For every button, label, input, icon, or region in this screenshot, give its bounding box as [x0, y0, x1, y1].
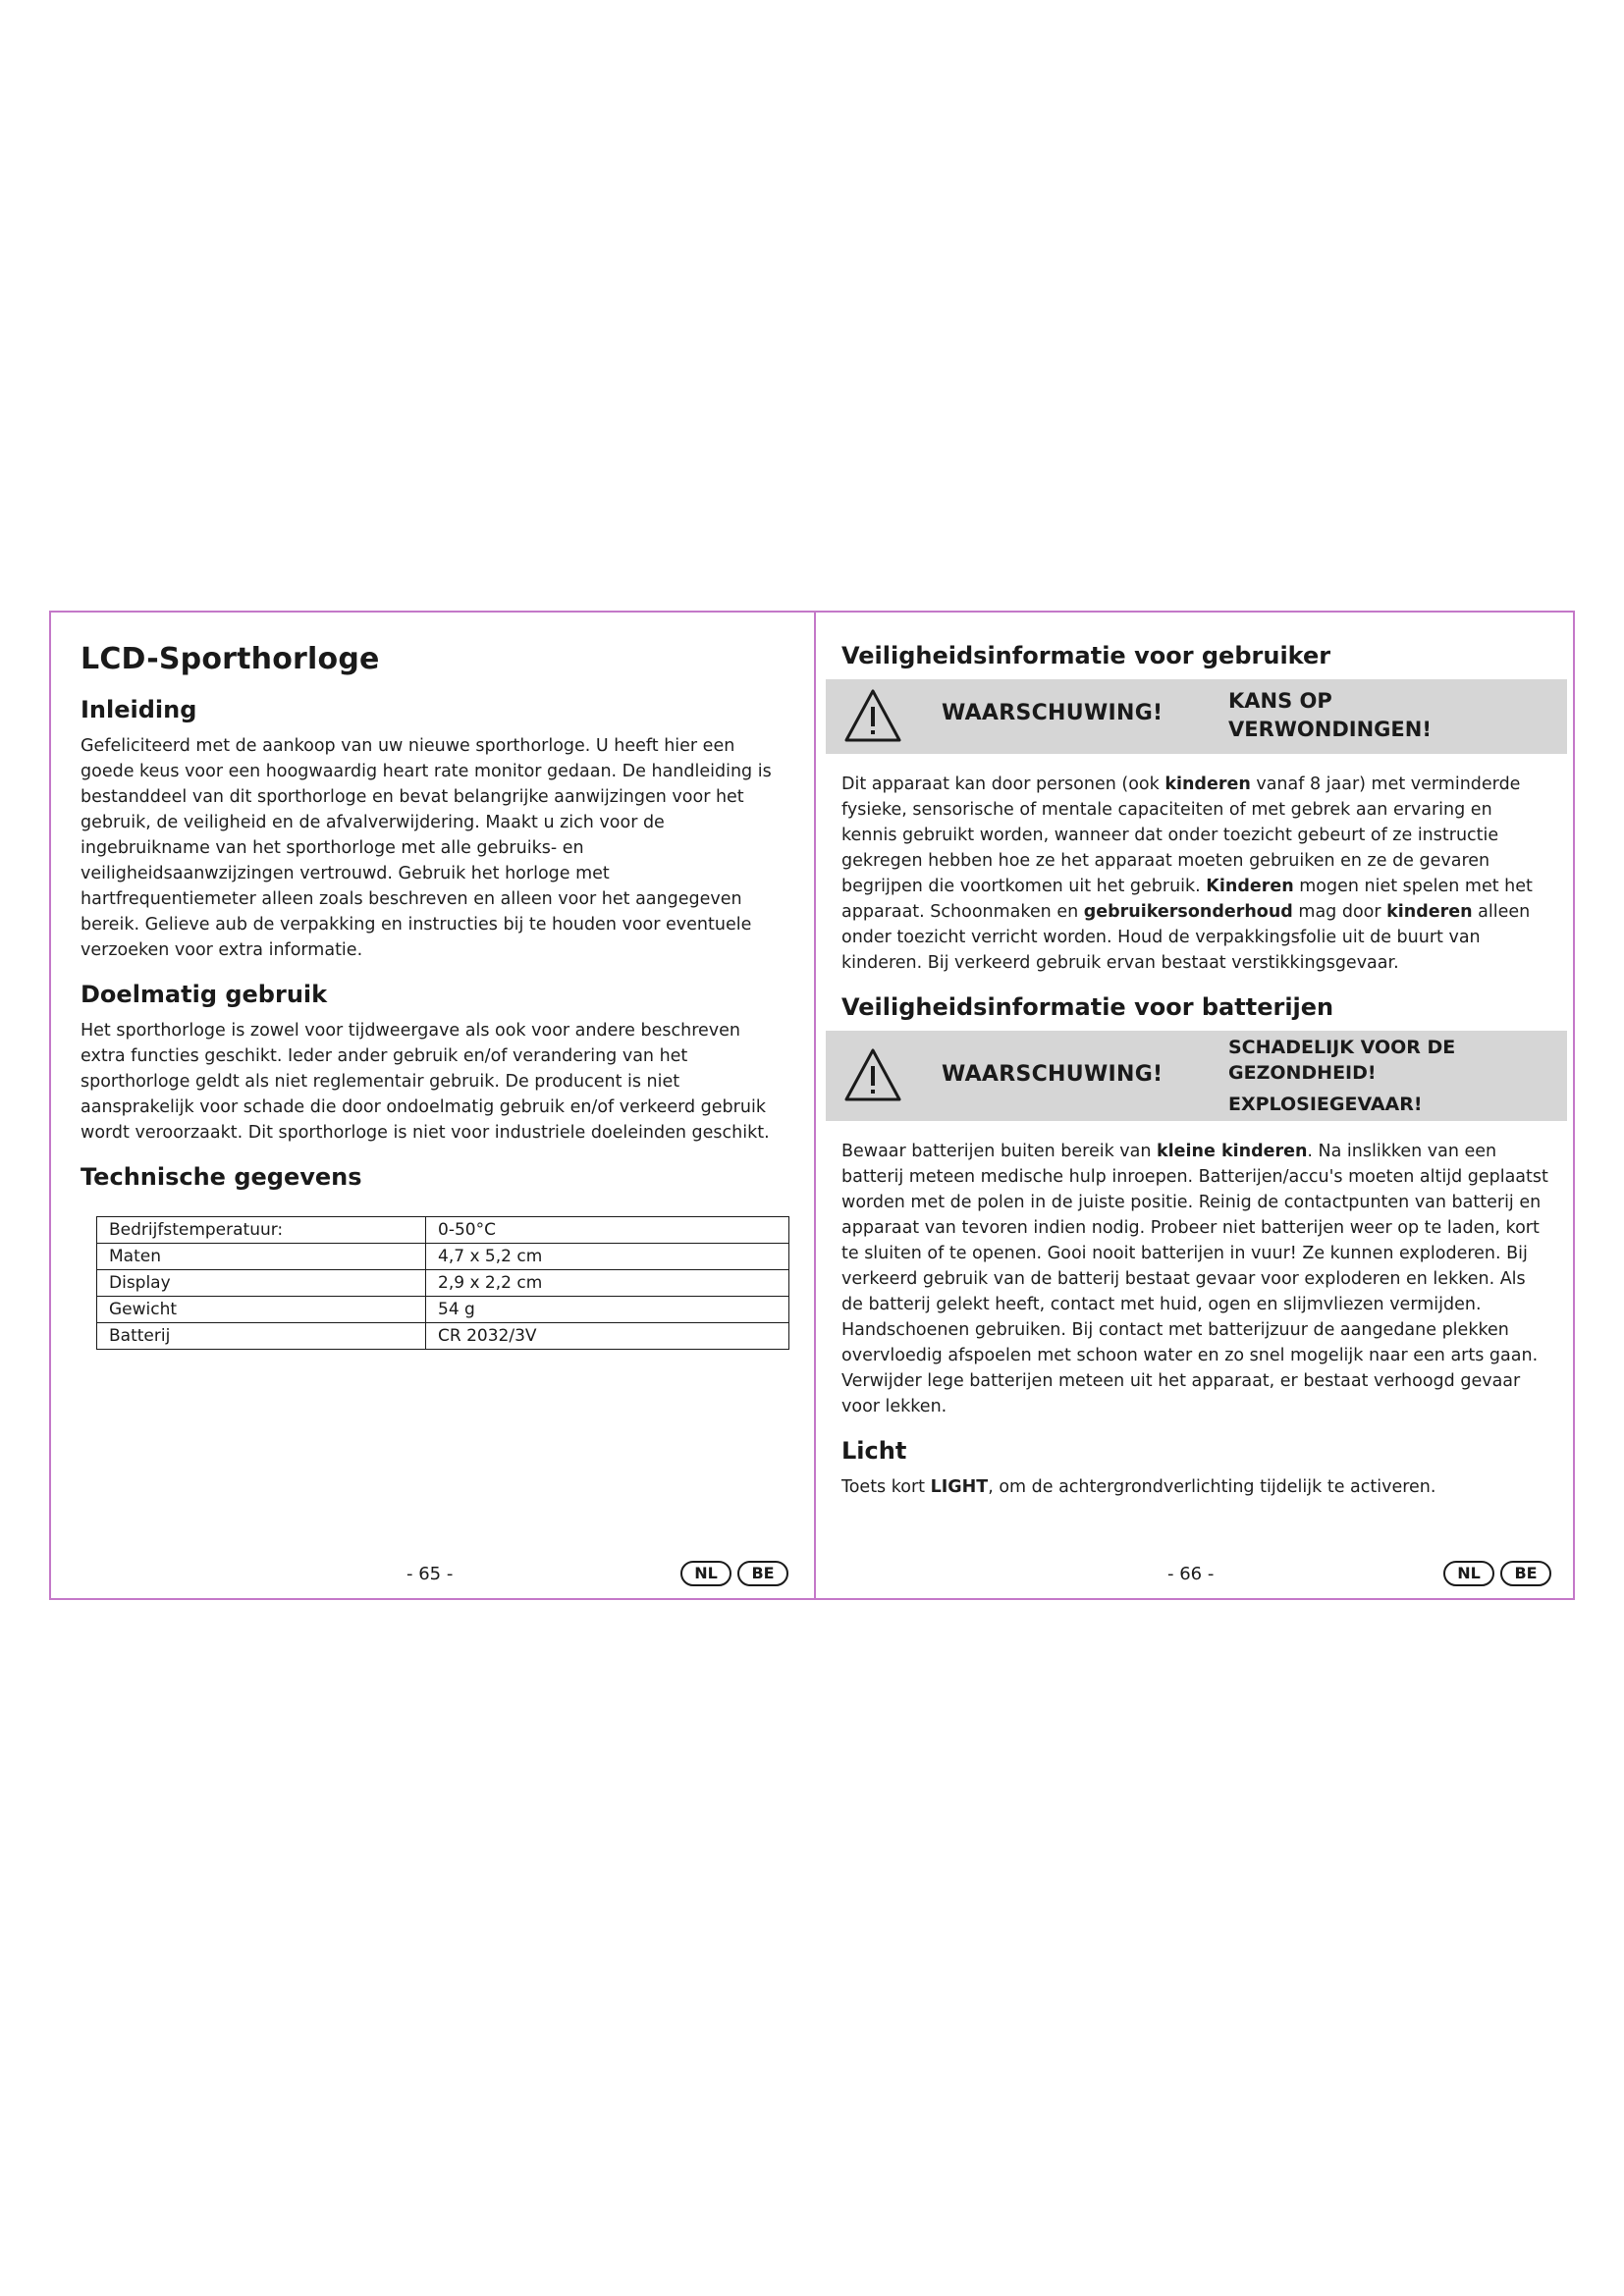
text-run: vanaf 8 jaar) met verminderde fysieke, sensorische of mentale capaciteiten of met gebrek aan ervaring en kennis gebruikt worden, wanneer dat onder toezicht gebeurt of ze instructie gekregen hebben hoe ze het apparaat moeten gebruiken en ze de gevaren begrijpen die voortkomen uit het gebruik.: [841, 774, 1521, 896]
warning-box-battery: [826, 1031, 1567, 1121]
text-run: , om de achtergrondverlichting tijdelijk te activeren.: [988, 1477, 1436, 1497]
keyword: kinderen: [1164, 774, 1251, 794]
spec-label: Maten: [97, 1244, 426, 1270]
language-badge-be: BE: [1500, 1561, 1551, 1586]
language-badges: [1443, 1561, 1551, 1586]
warning-box-injury: [826, 679, 1567, 754]
spec-label: Bedrijfstemperatuur:: [97, 1217, 426, 1244]
keyword: LIGHT: [930, 1477, 989, 1497]
spec-label: Display: [97, 1270, 426, 1297]
text-run: Dit apparaat kan door personen (ook: [841, 774, 1165, 794]
spec-value: 4,7 x 5,2 cm: [426, 1244, 789, 1270]
warning-note-line: KANS OP: [1228, 689, 1332, 713]
spec-label: Batterij: [97, 1323, 426, 1350]
user-safety-text: [841, 772, 1551, 976]
text-run: mogen niet spelen met het apparaat. Schoonmaken en: [841, 877, 1533, 922]
light-text: [841, 1474, 1551, 1500]
warning-note-line: SCHADELIJK VOOR DE: [1228, 1037, 1456, 1058]
text-run: Bewaar batterijen buiten bereik van: [841, 1142, 1158, 1161]
user-safety-heading: Veiligheidsinformatie voor gebruiker: [841, 642, 1331, 669]
left-page: [51, 613, 814, 1598]
table-row: [97, 1244, 789, 1270]
intro-text: Gefeliciteerd met de aankoop van uw nieuwe sporthorloge. U heeft hier een goede keus voor een hoogwaardig heart rate monitor gedaan. De handleiding is bestanddeel van dit sporthorloge en bevat belangrijke aanwijzingen voor het gebruik, de veiligheid en de afvalverwijdering. Maakt u zich voor de ingebruikname van het sporthorloge met alle gebruiks- en veiligheidsaanwzijzingen vertrouwd. Gebruik het horloge met hartfrequentiemeter alleen zoals beschreven en alleen voor het aangegeven bereik. Gelieve aub de verpakking en instructies bij te houden voor eventuele verzoeken voor extra informatie.: [81, 736, 772, 960]
spec-value: 0-50°C: [426, 1217, 789, 1244]
table-row: [97, 1297, 789, 1323]
battery-safety-heading: Veiligheidsinformatie voor batterijen: [841, 993, 1334, 1021]
spec-value: 54 g: [426, 1297, 789, 1323]
keyword: Kinderen: [1206, 877, 1294, 896]
keyword: gebruikersonderhoud: [1083, 902, 1293, 922]
warning-note-line: VERWONDINGEN!: [1228, 718, 1432, 741]
page-number: - 65 -: [406, 1564, 454, 1584]
specs-table: [96, 1216, 789, 1350]
light-heading: Licht: [841, 1437, 907, 1465]
language-badge-nl: NL: [1443, 1561, 1494, 1586]
language-badges: [680, 1561, 788, 1586]
warning-note: [1228, 1035, 1455, 1117]
table-row: [97, 1270, 789, 1297]
language-badge-nl: NL: [680, 1561, 731, 1586]
table-row: [97, 1323, 789, 1350]
spec-label: Gewicht: [97, 1297, 426, 1323]
usage-text: Het sporthorloge is zowel voor tijdweergave als ook voor andere beschreven extra functies geschikt. Ieder ander gebruik en/of verandering van het sporthorloge geldt als niet reglementair gebruik. De producent is niet aansprakelijk voor schade die door ondoelmatig gebruik en/of verkeerd gebruik wordt veroorzaakt. Dit sporthorloge is niet voor industriele doeleinden geschikt.: [81, 1021, 770, 1143]
manual-spread: [49, 611, 1575, 1600]
keyword: kinderen: [1386, 902, 1473, 922]
text-run: alleen onder toezicht verricht worden. Houd de verpakkingsfolie uit de buurt van kinderen. Bij verkeerd gebruik ervan bestaat verstikkingsgevaar.: [841, 902, 1531, 973]
text-run: . Na inslikken van een batterij meteen medische hulp inroepen. Batterijen/accu's moeten altijd geplaatst worden met de polen in de juiste positie. Reinig de contactpunten van batterij en apparaat van tevoren indien nodig. Probeer niet batterijen weer op te laden, kort te sluiten of te openen. Gooi nooit batterijen in vuur! Ze kunnen exploderen. Bij verkeerd gebruik van de batterij bestaat gevaar voor exploderen en lekken. Als de batterij gelekt heeft, contact met huid, ogen en slijmvliezen vermijden. Handschoenen gebruiken. Bij contact met batterijzuur de aangedane plekken overvloedig afspoelen met schoon water en zo snel mogelijk naar een arts gaan. Verwijder lege batterijen meteen uit het apparaat, er bestaat verhoogd gevaar voor lekken.: [841, 1142, 1548, 1416]
text-run: Toets kort: [841, 1477, 931, 1497]
warning-triangle-icon: [843, 1046, 902, 1103]
spec-value: 2,9 x 2,2 cm: [426, 1270, 789, 1297]
warning-note-line: GEZONDHEID!: [1228, 1062, 1377, 1084]
warning-note-line: EXPLOSIEGEVAAR!: [1228, 1094, 1423, 1115]
warning-triangle-icon: [843, 687, 902, 744]
page-number: - 66 -: [1167, 1564, 1215, 1584]
battery-safety-text: [841, 1139, 1551, 1419]
usage-heading: Doelmatig gebruik: [81, 981, 328, 1008]
spec-value: CR 2032/3V: [426, 1323, 789, 1350]
right-page: [816, 613, 1575, 1598]
warning-label: WAARSCHUWING!: [942, 701, 1164, 725]
warning-label: WAARSCHUWING!: [942, 1062, 1164, 1087]
table-row: [97, 1217, 789, 1244]
text-run: mag door: [1292, 902, 1387, 922]
page-title: LCD-Sporthorloge: [81, 642, 380, 676]
keyword: kleine kinderen: [1157, 1142, 1308, 1161]
language-badge-be: BE: [737, 1561, 788, 1586]
specs-heading: Technische gegevens: [81, 1163, 362, 1191]
intro-heading: Inleiding: [81, 696, 197, 723]
warning-note: [1228, 687, 1432, 744]
